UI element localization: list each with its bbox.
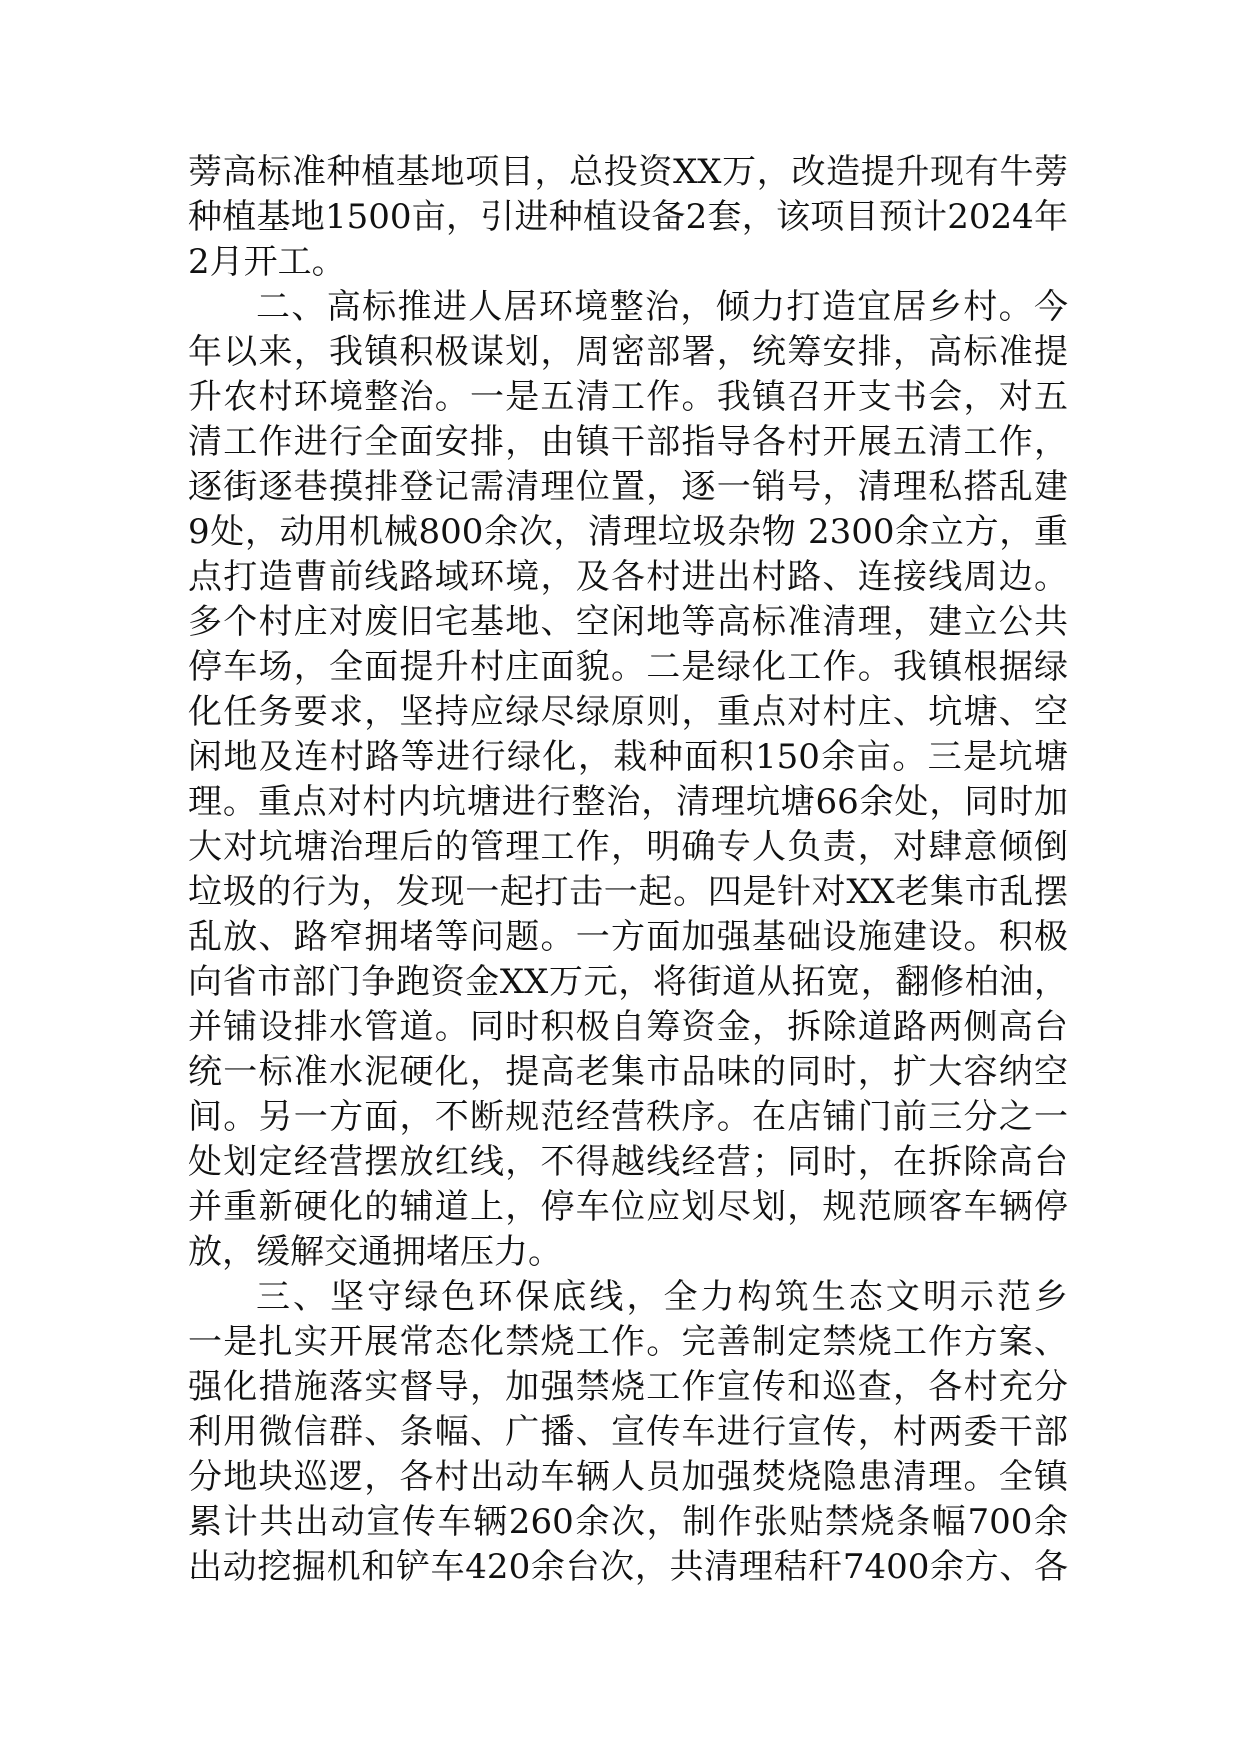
text-line: 强化措施落实督导，加强禁烧工作宣传和巡查，各村充分 — [188, 1367, 1068, 1407]
text-line: 闲地及连村路等进行绿化，栽种面积150余亩。三是坑塘 — [188, 737, 1068, 777]
text-line: 分地块巡逻，各村出动车辆人员加强焚烧隐患清理。全镇 — [188, 1457, 1068, 1497]
text-line: 逐街逐巷摸排登记需清理位置，逐一销号，清理私搭乱建 — [188, 467, 1068, 507]
text-line: 并重新硬化的辅道上，停车位应划尽划，规范顾客车辆停 — [188, 1187, 1068, 1227]
text-line: 放，缓解交通拥堵压力。 — [188, 1232, 562, 1272]
text-line: 处划定经营摆放红线，不得越线经营；同时，在拆除高台 — [188, 1142, 1068, 1182]
text-line: 年以来，我镇积极谋划，周密部署，统筹安排，高标准提 — [188, 332, 1068, 372]
text-line: 一是扎实开展常态化禁烧工作。完善制定禁烧工作方案、 — [188, 1322, 1068, 1362]
text-line: 累计共出动宣传车辆260余次，制作张贴禁烧条幅700余 — [188, 1502, 1068, 1542]
text-line: 停车场，全面提升村庄面貌。二是绿化工作。我镇根据绿 — [188, 647, 1068, 687]
text-line: 乱放、路窄拥堵等问题。一方面加强基础设施建设。积极 — [188, 917, 1068, 957]
document-body — [188, 150, 1068, 1590]
text-line: 出动挖掘机和铲车420余台次，共清理秸秆7400余方、各 — [188, 1547, 1068, 1587]
text-line: 向省市部门争跑资金XX万元，将街道从拓宽，翻修柏油， — [188, 962, 1068, 1002]
section-heading-3: 三、坚守绿色环保底线，全力构筑生态文明示范乡 — [256, 1277, 1068, 1317]
text-line: 大对坑塘治理后的管理工作，明确专人负责，对肆意倾倒 — [188, 827, 1068, 867]
text-line: 9处，动用机械800余次，清理垃圾杂物 2300余立方，重 — [188, 512, 1068, 552]
text-line: 多个村庄对废旧宅基地、空闲地等高标准清理，建立公共 — [188, 602, 1068, 642]
text-line: 统一标准水泥硬化，提高老集市品味的同时，扩大容纳空 — [188, 1052, 1068, 1092]
text-line: 升农村环境整治。一是五清工作。我镇召开支书会，对五 — [188, 377, 1068, 417]
text-line: 垃圾的行为，发现一起打击一起。四是针对XX老集市乱摆 — [188, 872, 1068, 912]
section-heading-2: 二、高标推进人居环境整治，倾力打造宜居乡村。今 — [256, 287, 1068, 327]
text-line: 2月开工。 — [188, 242, 346, 282]
text-line: 化任务要求，坚持应绿尽绿原则，重点对村庄、坑塘、空 — [188, 692, 1068, 732]
text-line: 间。另一方面，不断规范经营秩序。在店铺门前三分之一 — [188, 1097, 1068, 1137]
text-line: 点打造曹前线路域环境，及各村进出村路、连接线周边。 — [188, 557, 1068, 597]
text-line: 蒡高标准种植基地项目，总投资XX万，改造提升现有牛蒡 — [188, 152, 1068, 192]
text-line: 清工作进行全面安排，由镇干部指导各村开展五清工作， — [188, 422, 1068, 462]
text-line: 理。重点对村内坑塘进行整治，清理坑塘66余处，同时加 — [188, 782, 1068, 822]
text-line: 种植基地1500亩，引进种植设备2套，该项目预计2024年 — [188, 197, 1068, 237]
text-line: 利用微信群、条幅、广播、宣传车进行宣传，村两委干部 — [188, 1412, 1068, 1452]
text-line: 并铺设排水管道。同时积极自筹资金，拆除道路两侧高台 — [188, 1007, 1068, 1047]
